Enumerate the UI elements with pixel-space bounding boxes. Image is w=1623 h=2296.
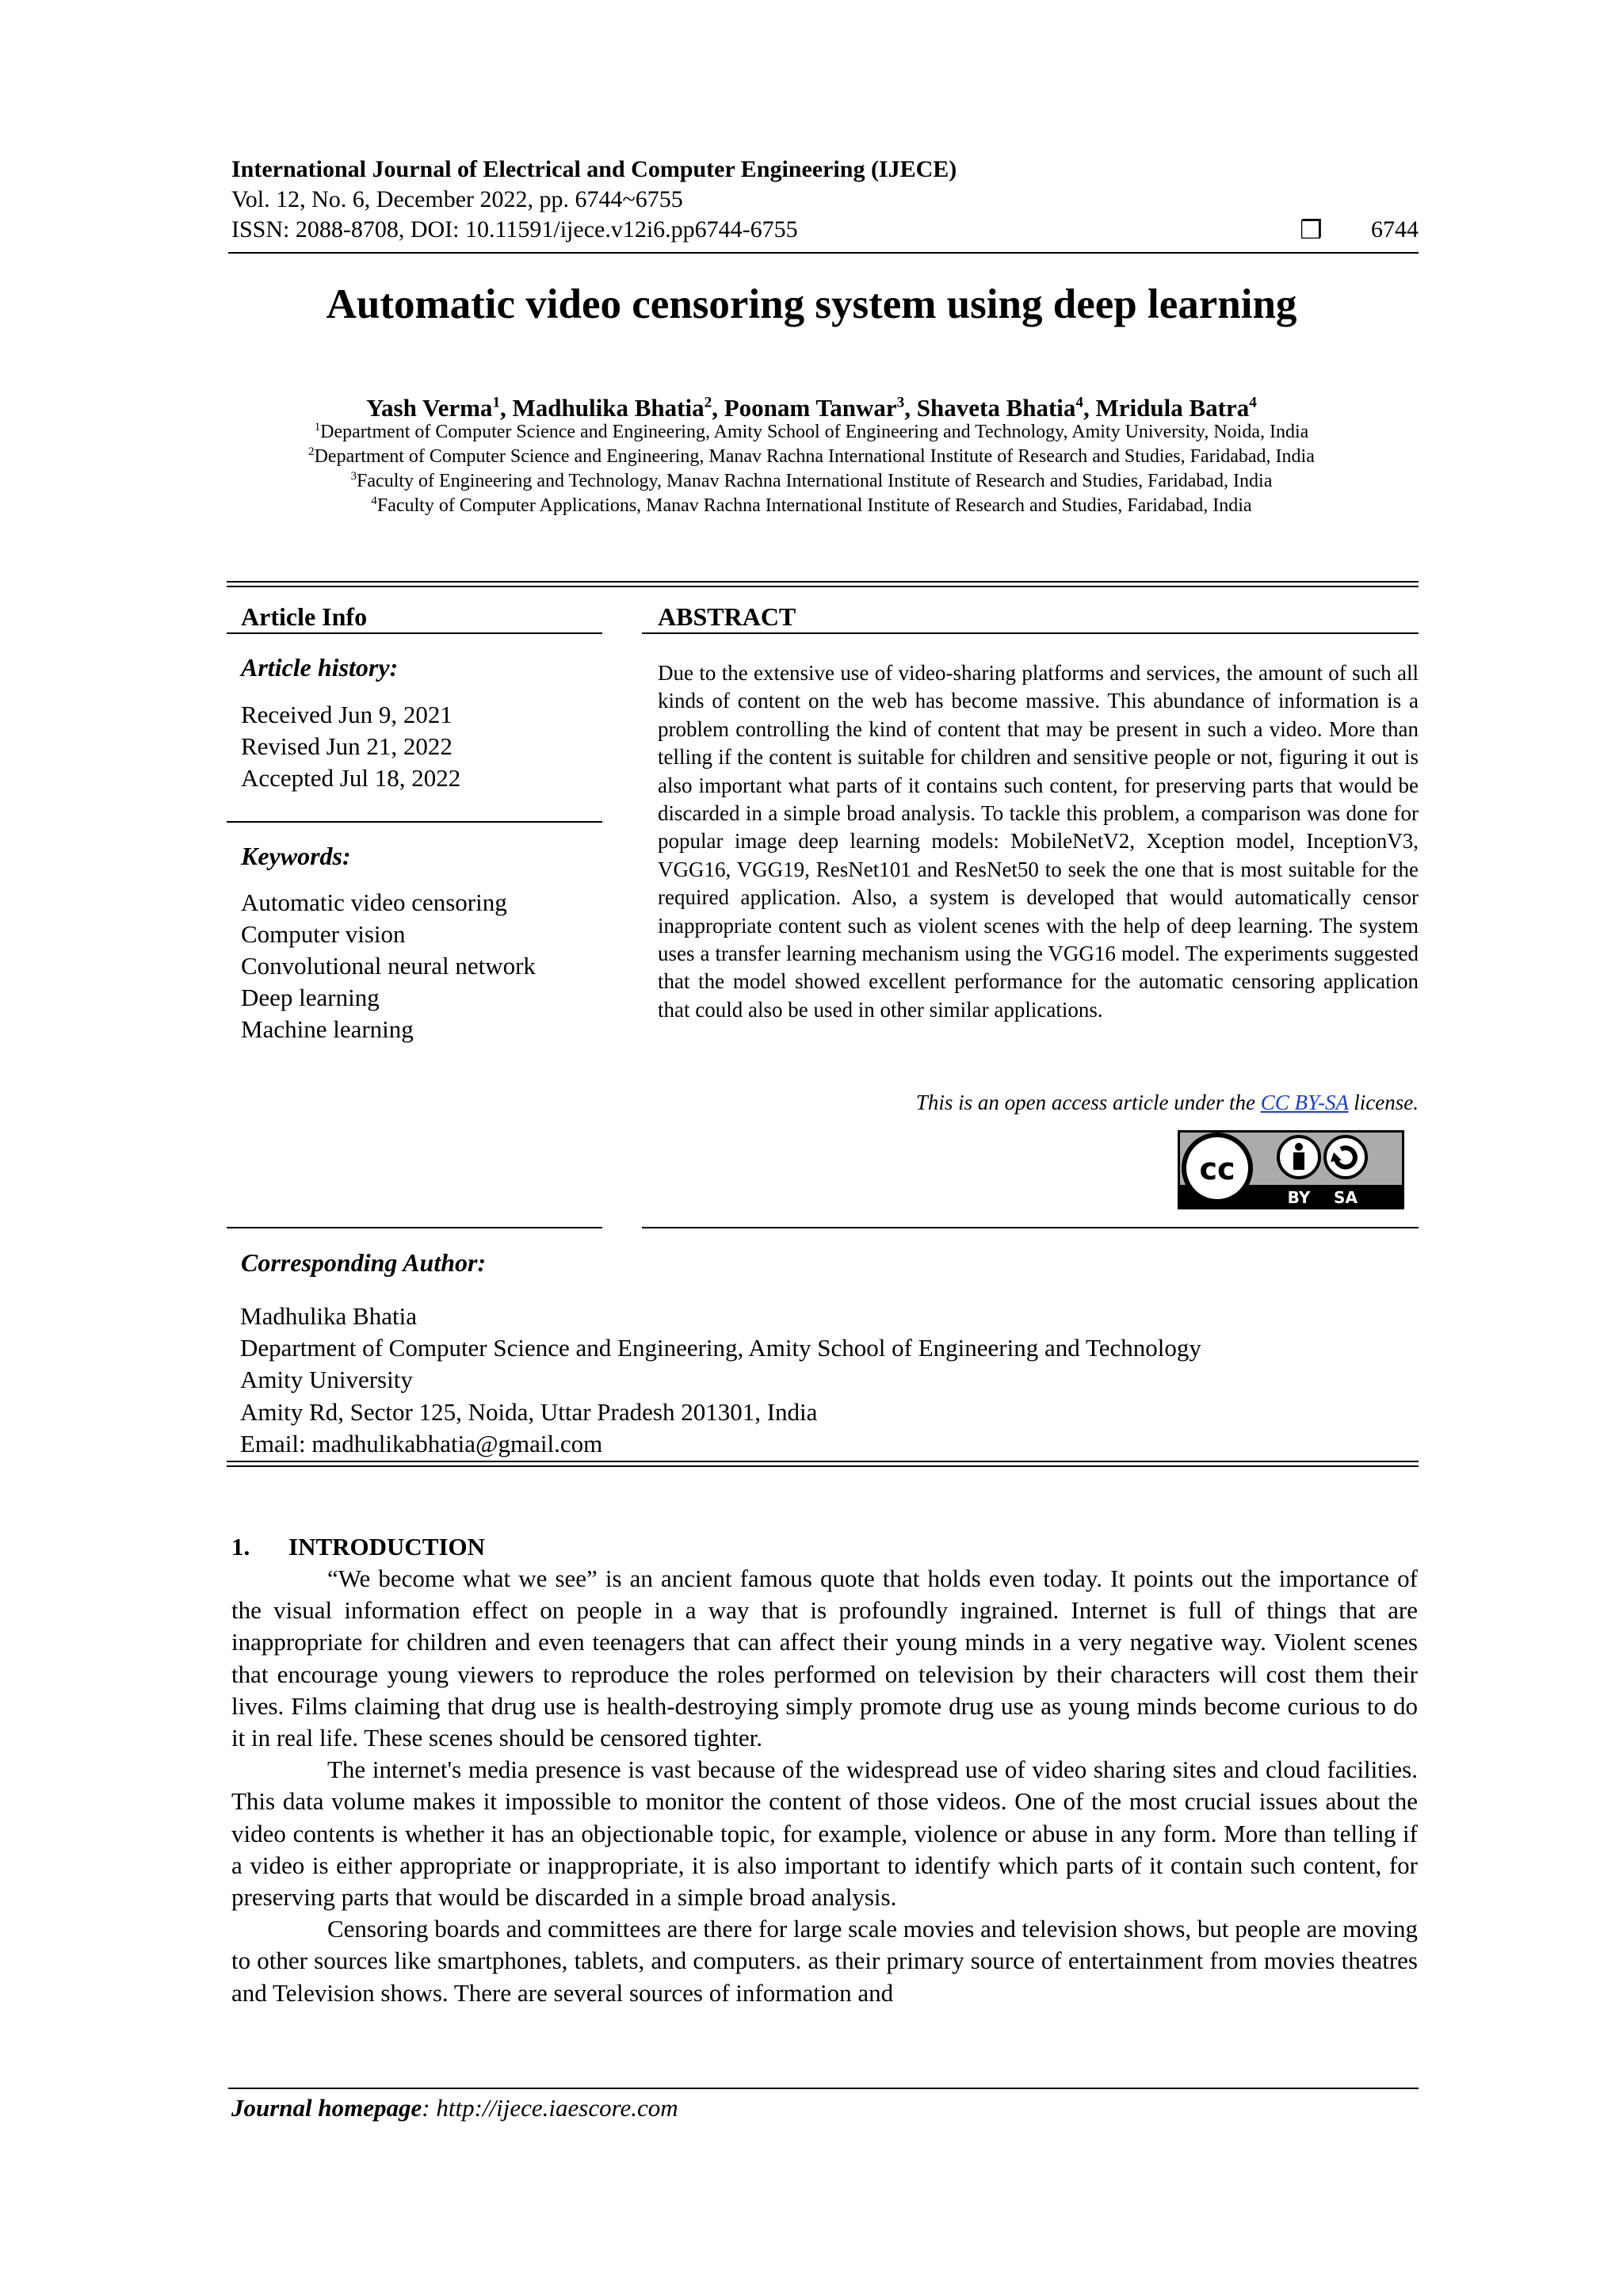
abstract-heading: ABSTRACT (658, 602, 796, 631)
keyword-item: Deep learning (241, 984, 380, 1011)
keyword-item: Computer vision (241, 920, 406, 948)
corresponding-author-details (240, 1301, 1201, 1460)
affiliation-4: $^4$Faculty of Computer Applications, Manav Rachna International Institute of Research and Studies, Faridabad, India (371, 495, 1252, 516)
author-separator: , (500, 394, 513, 422)
license-link[interactable]: CC BY-SA (1260, 1091, 1349, 1114)
author-name: Madhulika Bhatia (512, 394, 705, 422)
author-name: Poonam Tanwar (724, 394, 897, 422)
page-number: 6744 (1371, 216, 1419, 243)
info-top-rule-2 (227, 586, 1419, 587)
author-affiliation-mark: 3 (896, 394, 905, 411)
keyword-item: Machine learning (241, 1015, 414, 1043)
keyword-item: Convolutional neural network (241, 952, 536, 980)
info-top-rule-1 (227, 581, 1419, 583)
journal-homepage: Journal homepage: http://ijece.iaescore.com (231, 2094, 678, 2122)
footer-rule (228, 2088, 1419, 2089)
author-name: Yash Verma (366, 394, 493, 422)
abstract-rule (642, 632, 1419, 634)
author-department: Department of Computer Science and Engineering, Amity School of Engineering and Technology (240, 1334, 1201, 1362)
affiliation-3: $^3$Faculty of Engineering and Technology, Manav Rachna International Institute of Research and Studies, Faridabad, India (350, 470, 1273, 491)
author-list (0, 393, 1623, 423)
revised-date: Revised Jun 21, 2022 (241, 732, 453, 760)
author-separator: , (1083, 394, 1096, 422)
article-info-rule (227, 632, 602, 634)
article-info-heading: Article Info (241, 602, 368, 631)
svg-text:cc: cc (1199, 1152, 1235, 1186)
journal-name: International Journal of Electrical and Computer Engineering (IJECE) (231, 156, 957, 182)
paragraph: “We become what we see” is an ancient famous quote that holds even today. It points out the importance of the visual information effect on people in a way that is profoundly ingrained. Internet is full of things that are inappropriate for children and even teenagers that can affect their young minds in a very negative way. Violent scenes that encourage young viewers to reproduce the roles performed on television by their characters will cost them their lives. Films claiming that drug use is health-destroying simply promote drug use as young minds become curious to do it in real life. These scenes should be censored tighter. (231, 1564, 1418, 1752)
paragraph: Censoring boards and committees are there for large scale movies and television shows, but people are moving to other sources like smartphones, tablets, and computers. as their primary source of entertainment from movies theatres and Television shows. There are several sources of information and (231, 1915, 1418, 2007)
homepage-link[interactable]: http://ijece.iaescore.com (436, 2094, 678, 2122)
history-rule (227, 821, 602, 823)
keywords-heading: Keywords: (241, 842, 351, 870)
author-name: Shaveta Bhatia (916, 394, 1076, 422)
svg-text:SA: SA (1334, 1188, 1358, 1207)
journal-issn-doi: ISSN: 2088-8708, DOI: 10.11591/ijece.v12i6.pp6744-6755 (231, 216, 798, 243)
introduction-body (231, 1563, 1418, 2009)
header-rule (228, 252, 1419, 254)
article-history-list (241, 699, 460, 794)
received-date: Received Jun 9, 2021 (241, 701, 453, 728)
author-affiliation-mark: 4 (1075, 394, 1084, 411)
author-separator: , (904, 394, 917, 422)
accepted-date: Accepted Jul 18, 2022 (241, 764, 461, 792)
affiliation-2: $^2$Department of Computer Science and Engineering, Manav Rachna International Institute of Research and Studies, Faridabad, India (308, 445, 1315, 467)
author-bottom-rule-1 (227, 1461, 1419, 1462)
article-history-heading: Article history: (241, 653, 399, 682)
affiliation-1: $^1$Department of Computer Science and Engineering, Amity School of Engineering and Technology, Amity University, Noida, India (314, 421, 1309, 442)
author-bottom-rule-2 (227, 1465, 1419, 1467)
cc-by-sa-badge[interactable] (1178, 1130, 1404, 1209)
section-heading-introduction: 1. INTRODUCTION (231, 1533, 486, 1561)
keywords-bottom-rule (227, 1227, 602, 1228)
author-name: Madhulika Bhatia (240, 1302, 417, 1330)
abstract-text: Due to the extensive use of video-sharing platforms and services, the amount of such all kinds of content on the web has become massive. This abundance of information is a problem controlling the kind of content that may be present in such a video. More than telling if the content is suitable for children and sensitive people or not, figuring it out is also important what parts of it contains such content, for preserving parts that would be discarded in a simple broad analysis. To tackle this problem, a comparison was done for popular image deep learning models: MobileNetV2, Xception model, InceptionV3, VGG16, VGG19, ResNet101 and ResNet50 to seek the one that is most suitable for the required application. Also, a system is developed that would automatically censor inappropriate content such as violent scenes with the help of deep learning. The system uses a transfer learning mechanism using the VGG16 model. The experiments suggested that the model showed excellent performance for the automatic censoring application that could also be used in other similar applications. (658, 661, 1419, 1022)
author-affiliation-mark: 2 (704, 394, 712, 411)
abstract-bottom-rule (642, 1227, 1419, 1228)
keywords-list (241, 887, 536, 1045)
paragraph: The internet's media presence is vast because of the widespread use of video sharing sites and cloud facilities. This data volume makes it impossible to monitor the content of those videos. One of the most crucial issues about the video contents is whether it has an objectionable topic, for example, violence or abuse in any form. More than telling if a video is either appropriate or inappropriate, it is also important to identify which parts of it contain such content, for preserving parts that would be discarded in a simple broad analysis. (231, 1755, 1418, 1912)
author-affiliation-mark: 4 (1249, 394, 1257, 411)
page-box-icon: ❒ (1300, 215, 1323, 245)
paper-title: Automatic video censoring system using deep learning (326, 281, 1297, 327)
journal-volume: Vol. 12, No. 6, December 2022, pp. 6744~6755 (231, 186, 683, 212)
keyword-item: Automatic video censoring (241, 888, 507, 916)
open-access-note: This is an open access article under the CC BY-SA license. (915, 1091, 1419, 1114)
author-name: Mridula Batra (1095, 394, 1250, 422)
author-address: Amity Rd, Sector 125, Noida, Uttar Pradesh 201301, India (240, 1397, 818, 1426)
author-email: Email: madhulikabhatia@gmail.com (240, 1429, 603, 1457)
author-affiliation-mark: 1 (492, 394, 501, 411)
svg-text:BY: BY (1287, 1188, 1311, 1207)
author-separator: , (712, 394, 724, 422)
author-university: Amity University (240, 1366, 413, 1394)
cc-license-icon (1178, 1130, 1404, 1209)
corresponding-author-heading: Corresponding Author: (241, 1248, 487, 1277)
